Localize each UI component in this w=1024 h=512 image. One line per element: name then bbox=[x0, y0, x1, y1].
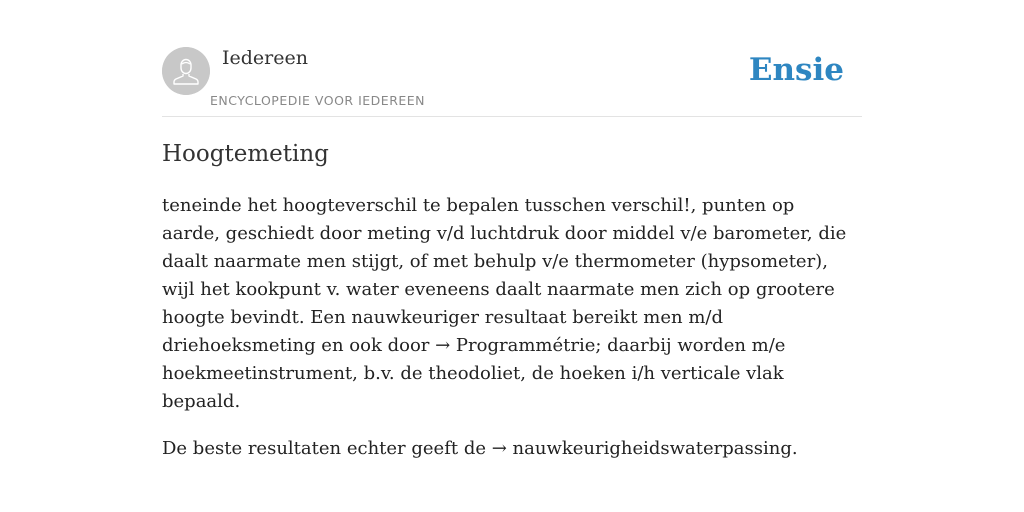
paragraph-text: teneinde het hoogteverschil te bepalen tusschen verschil!, punten op aarde, geschiedt door meting v/d luchtdruk door middel v/e barometer, die daalt naarmate men stijgt, of met behulp v/e thermometer (hypsometer), wijl het kookpunt v. water eveneens daalt naarmate men zich op grootere hoogte bevindt. Een nauwkeuriger resultaat bereikt men m/d driehoeksmeting en ook door bbox=[162, 195, 847, 356]
article-body bbox=[162, 192, 852, 482]
link-nauwkeurigheidswaterpassing[interactable]: → nauwkeurigheidswaterpassing bbox=[491, 438, 792, 459]
article-title: Hoogtemeting bbox=[162, 141, 329, 167]
paragraph-text: . bbox=[791, 438, 798, 459]
avatar[interactable] bbox=[162, 47, 210, 95]
site-logo[interactable]: Ensie bbox=[748, 52, 844, 88]
article-paragraph bbox=[162, 192, 852, 416]
link-programmetrie[interactable]: → Programmétrie bbox=[435, 335, 596, 356]
paragraph-text: ; daarbij worden m/e hoekmeetinstrument, b.v. de theodoliet, de hoeken i/h verticale vlak bepaald. bbox=[162, 335, 786, 412]
author-name[interactable]: Iedereen bbox=[222, 47, 308, 69]
article-paragraph bbox=[162, 435, 852, 463]
header bbox=[162, 46, 862, 117]
paragraph-text: De beste resultaten echter geeft de bbox=[162, 438, 492, 459]
user-icon bbox=[162, 47, 210, 95]
site-subtitle: ENCYCLOPEDIE VOOR IEDEREEN bbox=[210, 93, 426, 108]
